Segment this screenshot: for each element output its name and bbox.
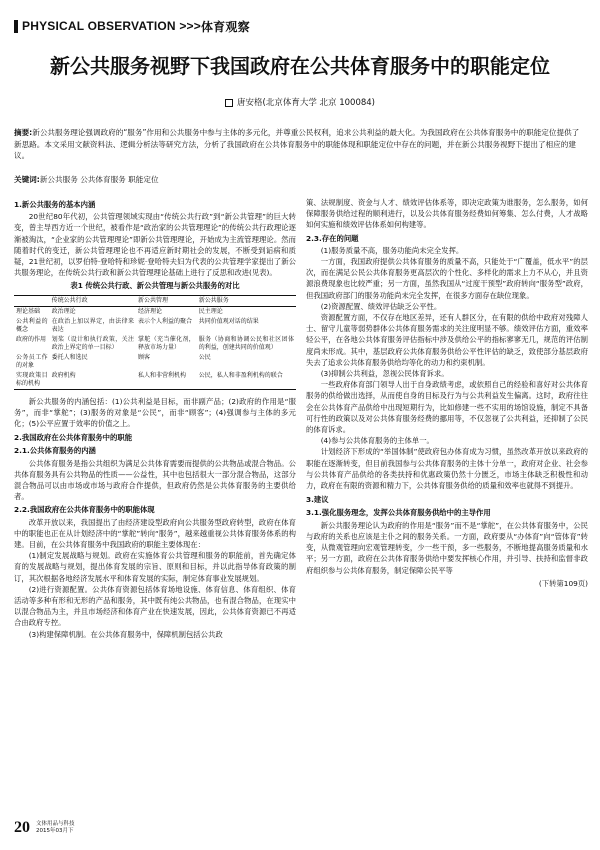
- table-cell: 共同价值观对话的结果: [198, 317, 259, 325]
- table-cell: 理论基础: [16, 307, 41, 315]
- table-cell: 公民: [198, 353, 211, 361]
- abstract-text: 新公共服务理论强调政府的“服务”作用和公共服务中参与主体的多元化，并尊重公民权利，追求公共利益的最大化。为我国政府在公共体育服务中的职能定位提供了新思路。本文采用文献资料法、逻辑分析法等研究方法，分析了我国政府在公共体育服务中的职能体现和职能定位中存在的问题，并在新公共服务视野下提出了相应的建议。: [14, 128, 580, 161]
- table-header-cell: 新公共服务: [197, 295, 296, 306]
- table-cell: 经济理论: [138, 307, 163, 315]
- keywords-text: 新公共服务 公共体育服务 职能定位: [39, 175, 159, 184]
- author-text: 唐安格(北京体育大学 北京 100084): [237, 98, 375, 108]
- paragraph-heading: (3)抑制公共利益，忽视公民体育诉求。: [320, 369, 449, 379]
- section-bar: [14, 20, 18, 33]
- table-cell: 政治理论: [51, 307, 76, 315]
- table-row: [14, 371, 296, 390]
- heading-1: 1.新公共服务的基本内涵: [14, 200, 96, 209]
- journal-name: 文体用品与科技: [36, 821, 75, 827]
- table-cell: 表示个人利益的聚合: [138, 317, 193, 325]
- keywords-label: 关键词:: [14, 175, 40, 184]
- table-row: [14, 317, 296, 335]
- subheading: 2.2.我国政府在公共体育服务中的职能体现: [14, 505, 155, 515]
- section-tag: [14, 18, 250, 34]
- subheading: 2.1.公共体育服务的内涵: [14, 446, 96, 456]
- table-header-cell: 新公共管理: [136, 295, 197, 306]
- table-header-row: [14, 295, 296, 306]
- issue-date: 2015年03月下: [36, 828, 74, 834]
- table-cell: 民主理论: [198, 307, 223, 315]
- table-cell: 私人和非营利机构: [136, 371, 197, 390]
- author-line: [0, 96, 600, 108]
- comparison-table: [14, 295, 296, 390]
- keywords: [14, 174, 586, 185]
- subheading: 3.1.强化服务理念，发挥公共体育服务供给中的主导作用: [306, 508, 491, 518]
- paragraph: 公共体育服务是指公共组织为满足公共体育需要而提供的公共物品或混合物品。公共体育服务具有公共物品的性质——公益性，其中也包括很大一部分混合物品，这部分混合物品可以由市场或市场与政府合作提供，但政府仍然是公共体育服务的主要供给者。: [14, 458, 296, 502]
- author-box-icon: [225, 99, 233, 107]
- table-header-cell: [14, 295, 50, 306]
- paragraph: 改革开放以来，我国提出了由经济建设型政府向公共服务型政府转型，政府在体育中的职能也正在从计划经济中的“掌舵”转向“服务”，越来越重视公共体育服务体系的构建。目前，在公共体育服务中我国政府的职能主要体现在：: [14, 517, 296, 550]
- table-cell: 在政治上加以界定，由法律来表达: [51, 317, 134, 333]
- continued-note: (下转第109页): [538, 578, 588, 588]
- table-header-cell: 传统公共行政: [50, 295, 136, 306]
- paragraph: 一方面，我国政府提供公共体育服务的质量不高，只能处于“广覆盖，低水平”的层次，而在满足公民公共体育服务更高层次的个性化、多样化的需求上力不从心，并且资源浪费现象也比较严重；另一方面，虽然我国从“过度干预型”政府转向“服务型”政府，但我国政府部门的服务功能尚未完全发挥，在很多方面存在缺位现象。: [306, 257, 588, 300]
- table-cell: 公民，私人和非盈利机构的联合: [197, 371, 296, 390]
- paragraph: 计划经济下形成的“举国体制”使政府包办体育成为习惯，虽然改革开放以来政府的职能在逐渐转变，但目前我国参与公共体育服务的主体十分单一，政府对企业、社会参与公共体育产品供给的各类扶持和优惠政策仍然十分匮乏，市场主体缺乏积极性和动力，政府在有限的资源和精力下，公共体育服务供给的质量和效率也就得不到提升。: [306, 447, 588, 491]
- footer: [14, 816, 75, 840]
- article-title: 新公共服务视野下我国政府在公共体育服务中的职能定位: [50, 54, 550, 78]
- table-cell: 政府机构: [50, 371, 136, 390]
- table-cell: 委托人和选民: [51, 353, 88, 361]
- paragraph: 资源配置方面，不仅存在地区差异，还有人群区分，在有限的供给中政府对残障人士、留守儿童等弱势群体公共体育服务需求的关注度明显不够。绩效评估方面，重效率轻公平，在各地公共体育服务评估指标中涉及供给公平的指标寥寥无几，规范的评估制度尚未形成。其中，基层政府公共体育服务供给公平性评估的缺乏，致使部分基层政府失去了追求公共体育服务供给均等化的动力和约束机制。: [306, 313, 588, 367]
- paragraph: 20世纪80年代初，公共管理领域实现由“传统公共行政”到“新公共管理”的巨大转变，曾主导西方近一个世纪，被看作是“政治家的公共管理理论”的传统公共行政理论逐渐被淘汰，“企业家的公共管理理论”即新公共管理理论，开始成为主流管理理论。然而随着时代的变迁，新公共管理理论也不再适应新时期社会的发展，不断受到诟病和质疑，21世纪初，以罗伯特·登哈特和珍妮·登哈特夫妇为代表的公共管理学家提出了新公共服务理论，在传统公共行政和新公共管理理论基础上进行了反思和改进(见表)。: [14, 212, 296, 278]
- section-label-cn: 体育观察: [200, 19, 250, 34]
- paragraph-heading: (2)资源配置、绩效评估缺乏公平性。: [320, 301, 442, 311]
- subheading: 2.3.存在的问题: [306, 233, 359, 243]
- table-cell: 顾客: [138, 353, 151, 361]
- heading-3: 3.建议: [306, 495, 329, 505]
- table-cell: 实现政策目标的机构: [14, 371, 50, 390]
- paragraph-heading: (1)服务质量不高，服务功能尚未完全发挥。: [320, 245, 464, 255]
- left-column: [14, 196, 296, 796]
- page-number: 20: [14, 819, 30, 836]
- paragraph: (3)构建保障机制。在公共体育服务中，保障机制包括公共政: [28, 629, 223, 639]
- paragraph-heading: (4)参与公共体育服务的主体单一。: [320, 436, 434, 446]
- table-cell: 公共利益的概念: [16, 317, 48, 333]
- paragraph: 一些政府体育部门领导人出于自身政绩考虑，或依照自己的经验和喜好对公共体育服务的供给做出选择，从而使自身的目标及行为与公共利益发生偏离。这时，政府往往会在公共体育产品供给中出现短期行为，比如修建一些不实用的场馆设施，制定不具备可行性的政策以及对公共体育服务经费的挪用等，不仅忽视了公共利益，还抑制了公民的体育诉求。: [306, 380, 588, 435]
- publication-info: [36, 821, 75, 835]
- section-label-en: PHYSICAL OBSERVATION >>>: [22, 19, 201, 33]
- table-cell: 公务员工作的对象: [16, 353, 48, 369]
- paragraph: 新公共服务理论认为政府的作用是“服务”而不是“掌舵”，在公共体育服务中，公民与政府的关系也应该是主仆之间的服务关系。一方面，政府要从“办体育”向“管体育”转变，从微观管理向宏观管理转变，少一些干预，多一些服务，不断地提高服务质量和水平；另一方面，政府在公共体育服务供给中要发挥核心作用，并引导、扶持和监督非政府组织参与公共体育服务，制定保障公民平等: [306, 520, 588, 575]
- heading-2: 2.我国政府在公共体育服务中的职能: [14, 433, 133, 443]
- paragraph: 策、法规制度、资金与人才、绩效评估体系等，即决定政策为谁服务，怎么服务，如何保障服务供给过程的顺利进行，以及公共体育服务经费如何筹集、怎么付费，人才战略如何实施和绩效评估体系如何构建等。: [306, 198, 588, 230]
- table-cell: 划桨（设计和执行政策，关注政治上界定的单一目标）: [51, 335, 134, 351]
- paragraph: (1)制定发展战略与规划。政府在实施体育公共管理和服务的职能前，首先确定体育的发展战略与规划，提出体育发展的宗旨、原则和目标，并以此指导体育政策的制订，其次根据各地经济发展水平和体育发展的实际，制定体育事业发展规划。: [14, 551, 296, 583]
- table-row: [14, 306, 296, 317]
- abstract: [14, 127, 586, 162]
- table-row: [14, 335, 296, 353]
- table-row: [14, 353, 296, 371]
- table-title: 表1 传统公共行政、新公共管理与新公共服务的对比: [70, 281, 240, 291]
- table-cell: 政府的作用: [16, 335, 47, 343]
- table-cell: 掌舵（充当催化剂，释放市场力量）: [138, 335, 195, 351]
- paragraph: (2)进行资源配置。公共体育资源包括体育场地设施、体育信息、体育组织、体育活动等多种有形和无形的产品和服务，其中既有纯公共物品，也有混合物品，在现实中以混合物品为主，并且市场经济和体育产业在快速发展，因此，公共体育资源已不再适合由政府专控。: [14, 584, 296, 628]
- abstract-label: 摘要:: [14, 128, 33, 137]
- table-cell: 服务（协商和协调公民和社区团体的利益，创建共同的价值观）: [198, 335, 294, 351]
- right-column: [306, 197, 588, 807]
- paragraph: 新公共服务的内涵包括：(1)公共利益是目标，而非副产品；(2)政府的作用是“服务”，而非“掌舵”；(3)服务的对象是“公民”，而非“顾客”；(4)强调参与主体的多元化；(5)公平应置于效率的价值之上。: [14, 396, 296, 429]
